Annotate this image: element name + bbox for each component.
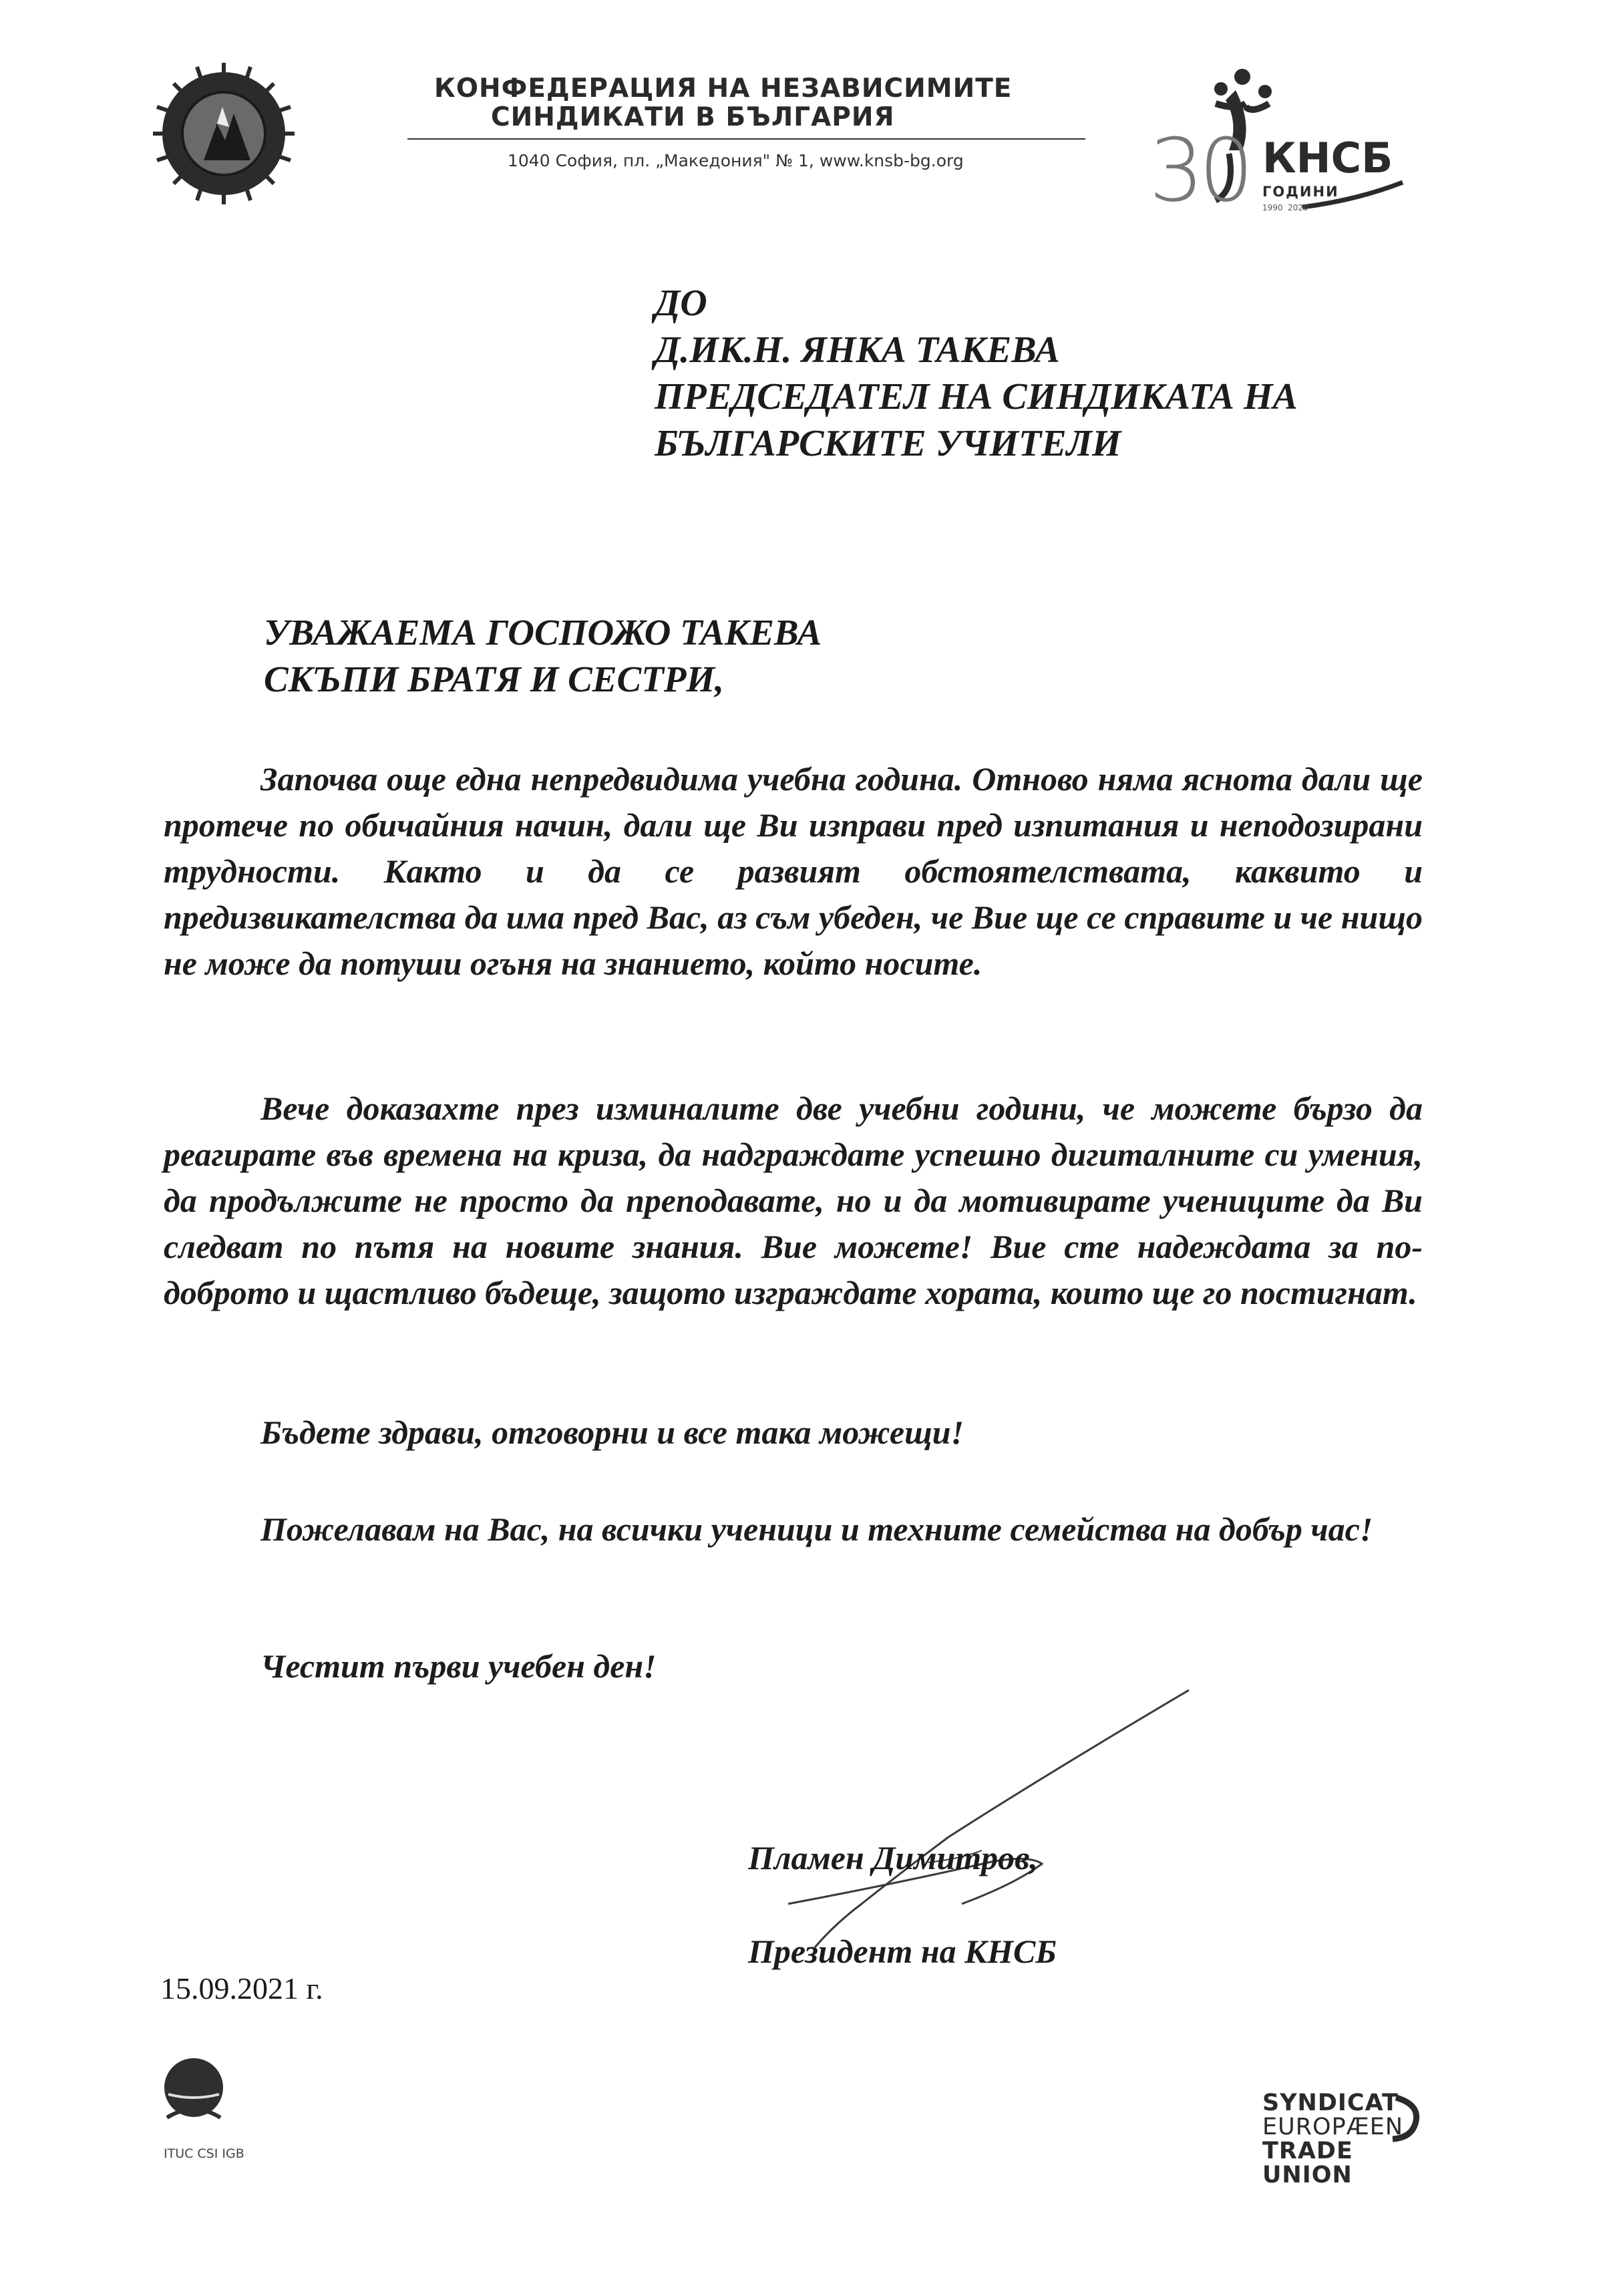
recipient-title-line1: ПРЕДСЕДАТЕЛ НА СИНДИКАТА НА [655,376,1298,418]
recipient-to: ДО [655,283,707,324]
anniversary-word: ГОДИНИ [1262,184,1339,200]
salutation-line2: СКЪПИ БРАТЯ И СЕСТРИ, [264,659,724,699]
etuc-swirl-icon [1389,2091,1423,2144]
org-name-line1: КОНФЕДЕРАЦИЯ НА НЕЗАВИСИМИТЕ [434,73,1013,104]
signatory-position: Президент на КНСБ [748,1933,1057,1970]
anniversary-abbr: КНСБ [1262,134,1393,182]
wish-line-2: Пожелавам на Вас, на всички ученици и техните семейства на добър час! [260,1510,1373,1548]
salutation-line1: УВАЖАЕМА ГОСПОЖО ТАКЕВА [264,612,822,653]
org-address: 1040 София, пл. „Македония" № 1, www.knsb-bg.org [508,151,964,170]
knsb-emblem-icon [150,60,297,207]
org-name-line2: СИНДИКАТИ В БЪЛГАРИЯ [491,102,895,132]
signature-stroke-icon [761,1683,1216,1964]
header-divider [407,138,1085,140]
ituc-globe-icon [160,2054,227,2121]
etuc-line-3: TRADE UNION [1262,2138,1353,2188]
etuc-line-2: EUROPÆEN [1262,2114,1404,2140]
anniversary-number: 30 [1149,120,1249,221]
handwritten-signature [761,1683,1216,1964]
body-paragraph-1: Започва още една непредвидима учебна година. Отново няма яснота дали ще протече по обичайния начин, дали ще Ви изправи пред изпитания и неподозирани трудности. Както и да се развият обстоятелствата, каквито и предизвикателства да има пред Вас, аз съм убеден, че Вие ще се справите и че нищо не може да потуши огъня на знанието, който носите. [164,760,1423,982]
body-paragraph-2: Вече доказахте през изминалите две учебни години, че можете бързо да реагирате във времена на криза, да надграждате успешно дигиталните си умения, да продължите не просто да преподавате, но и да мотивирате учениците да Ви следват по пътя на новите знания. Вие можете! Вие сте надеждата за по-доброто и щастливо бъдеще, защото изграждате хората, които ще го постигнат. [164,1090,1423,1311]
wish-line-1: Бъдете здрави, отговорни и все така можещи! [260,1414,964,1451]
ituc-logo [160,2054,227,2121]
signatory-name: Пламен Димитров, [748,1839,1039,1876]
knsb-emblem-logo [150,60,297,207]
etuc-line-1: SYNDICAT [1262,2090,1399,2116]
anniversary-years: 1990 2020 [1262,203,1308,212]
closing-line: Честит първи учебен ден! [260,1647,657,1685]
letter-date: 15.09.2021 г. [160,1971,323,2005]
anniversary-logo [1135,63,1416,224]
recipient-title-line2: БЪЛГАРСКИТЕ УЧИТЕЛИ [655,423,1121,464]
ituc-label: ITUC CSI IGB [164,2146,244,2161]
recipient-name: Д.ИК.Н. ЯНКА ТАКЕВА [655,329,1060,371]
etuc-logo [1256,2090,1423,2188]
